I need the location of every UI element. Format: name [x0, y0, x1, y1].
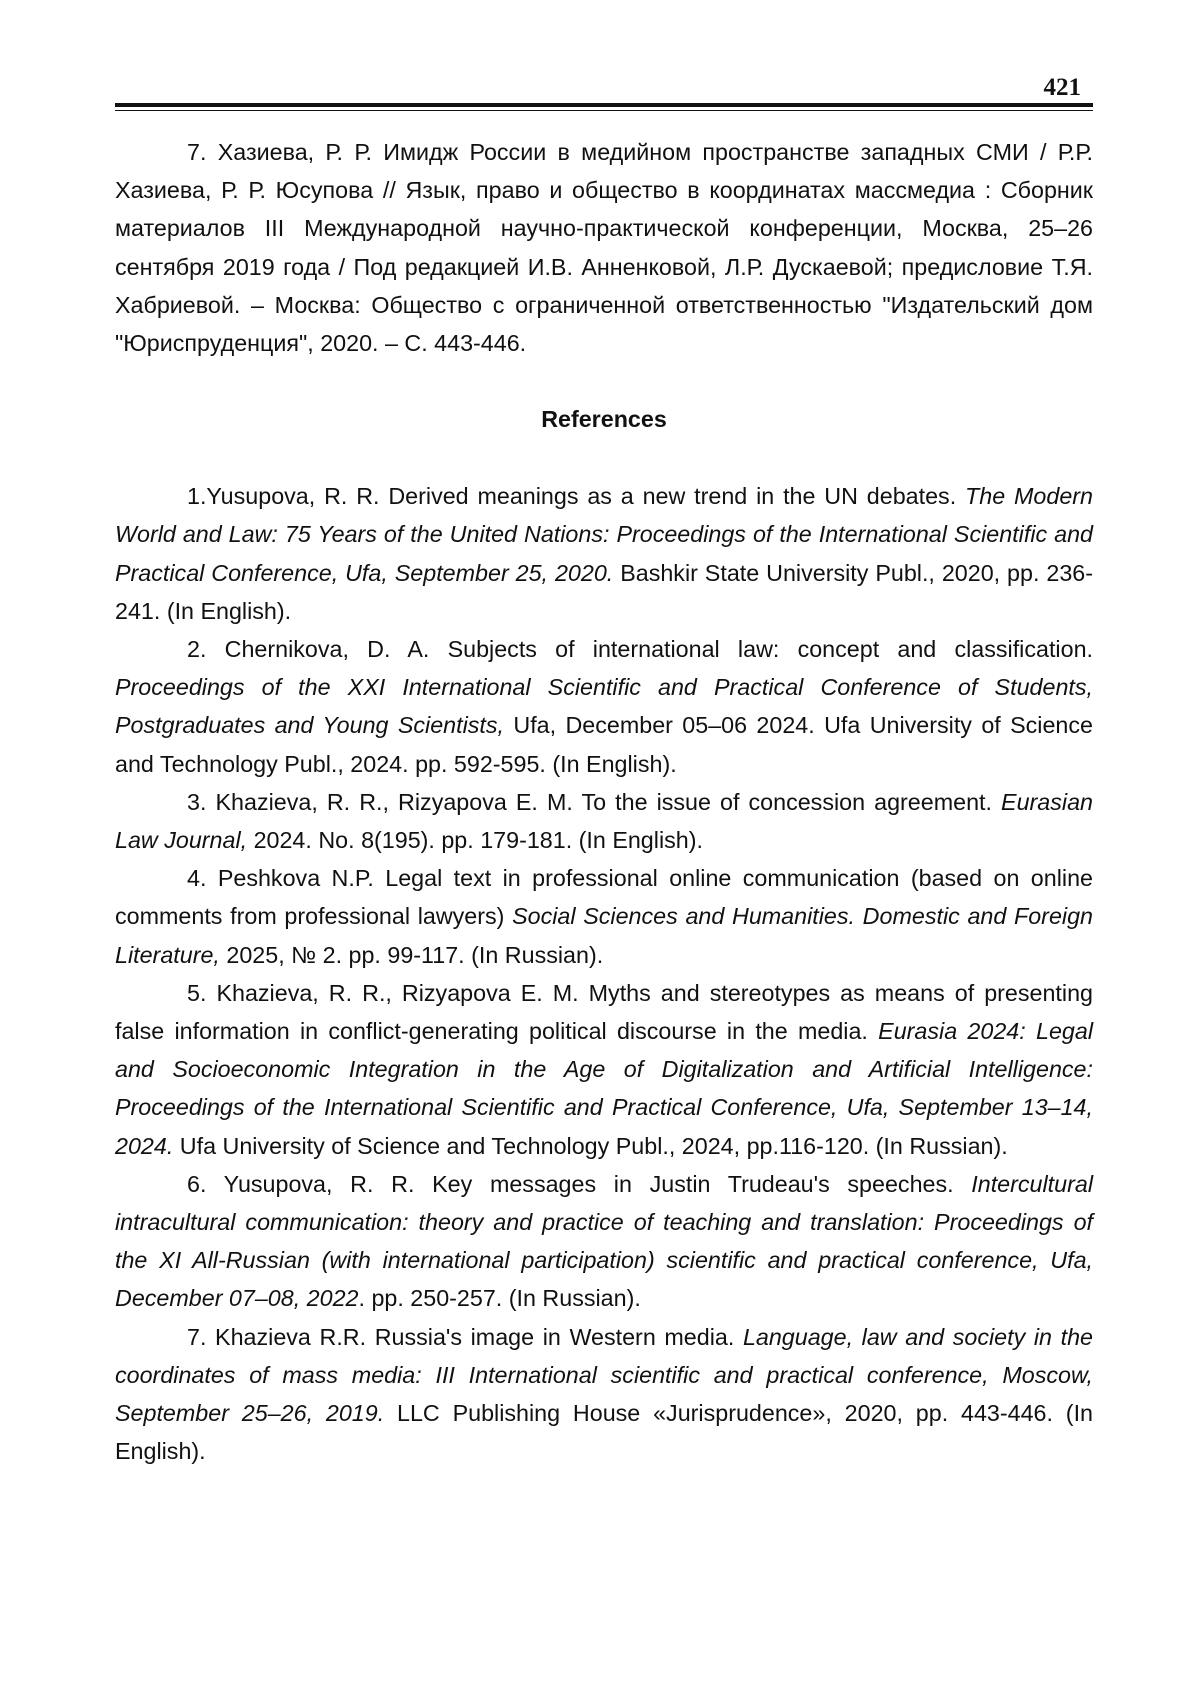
reference-lead: 2. Chernikova, D. A. Subjects of international law: concept and classification.	[187, 636, 1093, 663]
reference-title: Intercultural intracultural communication: theory and practice of teaching and translation: Proceedings of the XI All-Russian (with international participation) scientific and practical conference, Ufa, December 07–08, 2022	[115, 1170, 1093, 1312]
reference-title: Eurasia 2024: Legal and Socioeconomic Integration in the Age of Digitalization and Artificial Intelligence: Proceedings of the International Scientific and Practical Conference, Ufa, September 13–14, 2024.	[115, 1018, 1093, 1159]
russian-reference: 7. Хазиева, Р. Р. Имидж России в медийном пространстве западных СМИ / Р.Р. Хазиева, Р. Р. Юсупова // Язык, право и общество в координатах массмедиа : Сборник материалов III Международной научно-практической конференции, Москва, 25–26 сентября 2019 года / Под редакцией И.В. Анненковой, Л.Р. Дускаевой; предисловие Т.Я. Хабриевой. – Москва: Общество с ограниченной ответственностью "Издательский дом "Юриспруденция", 2020. – С. 443-446.	[115, 139, 1093, 357]
reference-lead: 7. Khazieva R.R. Russia's image in Western media.	[187, 1323, 743, 1350]
reference-lead: 4. Peshkova N.P. Legal text in professional online communication (based on online comments from professional lawyers)	[115, 865, 1093, 930]
reference-tail: 2025, № 2. pp. 99-117. (In Russian).	[219, 941, 604, 968]
reference-title: The Modern World and Law: 75 Years of the United Nations: Proceedings of the International Scientific and Practical Conference, Ufa, September 25, 2020.	[115, 483, 1093, 586]
reference-item	[115, 477, 1093, 630]
reference-tail: 2024. No. 8(195). pp. 179-181. (In English).	[247, 827, 703, 854]
reference-lead: 6. Yusupova, R. R. Key messages in Justin Trudeau's speeches.	[187, 1170, 972, 1197]
reference-tail: LLC Publishing House «Jurisprudence», 2020, pp. 443-446. (In English).	[115, 1400, 1093, 1465]
page-number: 421	[1043, 74, 1081, 101]
reference-title: Social Sciences and Humanities. Domestic and Foreign Literature,	[115, 903, 1093, 968]
reference-tail: Ufa, December 05–06 2024. Ufa University of Science and Technology Publ., 2024. pp. 592-595. (In English).	[115, 712, 1093, 777]
reference-tail: . pp. 250-257. (In Russian).	[358, 1285, 641, 1312]
references-list	[115, 477, 1093, 1470]
reference-item	[115, 783, 1093, 859]
reference-item	[115, 630, 1093, 783]
reference-title: Language, law and society in the coordinates of mass media: III International scientific and practical conference, Moscow, September 25–26, 2019.	[115, 1323, 1093, 1427]
reference-lead: 1.Yusupova, R. R. Derived meanings as a new trend in the UN debates.	[187, 483, 966, 510]
reference-tail: Ufa University of Science and Technology Publ., 2024, pp.116-120. (In Russian).	[173, 1132, 1008, 1159]
reference-lead: 5. Khazieva, R. R., Rizyapova E. M. Myths and stereotypes as means of presenting false information in conflict-generating political discourse in the media.	[115, 979, 1093, 1045]
reference-lead: 3. Khazieva, R. R., Rizyapova E. M. To the issue of concession agreement.	[187, 788, 1002, 815]
reference-item	[115, 974, 1093, 1165]
reference-title: Eurasian Law Journal,	[115, 788, 1093, 854]
header-rule-thin	[115, 110, 1093, 111]
page-body	[115, 133, 1093, 1471]
page-header	[115, 70, 1093, 110]
header-rule-thick	[115, 103, 1093, 107]
reference-item	[115, 1165, 1093, 1318]
references-heading: References	[541, 406, 667, 433]
reference-item	[115, 859, 1093, 974]
reference-title: Proceedings of the XXI International Scientific and Practical Conference of Students, Postgraduates and Young Scientists,	[115, 674, 1093, 739]
reference-tail: Bashkir State University Publ., 2020, pp. 236-241. (In English).	[115, 559, 1093, 624]
reference-item	[115, 1318, 1093, 1471]
